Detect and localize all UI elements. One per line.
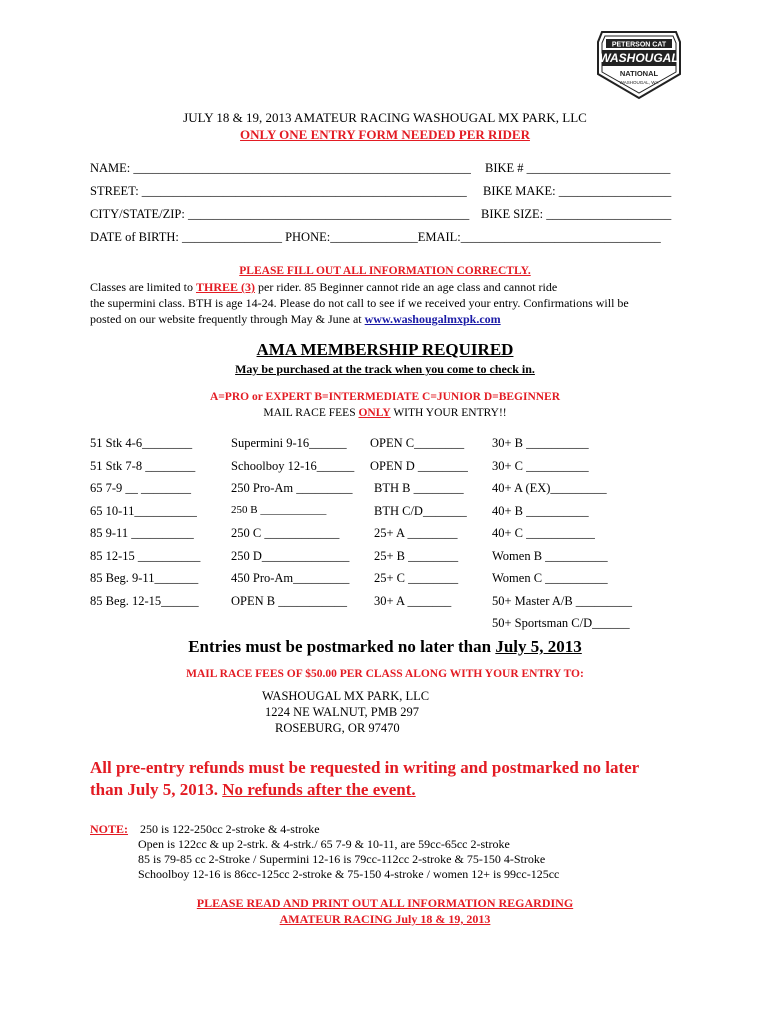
note-line-4: Schoolboy 12-16 is 86cc-125cc 2-stroke & 75-150 4-stroke / women 12+ is 99cc-125cc	[138, 867, 560, 881]
class-entry[interactable]: OPEN D ________	[370, 458, 468, 473]
bike-size-field[interactable]: BIKE SIZE: ____________________	[481, 207, 672, 221]
class-entry[interactable]: 50+ Sportsman C/D______	[492, 616, 630, 630]
footer-line-1: PLEASE READ AND PRINT OUT ALL INFORMATION REGARDING	[196, 896, 574, 910]
classes-limit-text: Classes are limited to THREE (3) per rider. 85 Beginner cannot ride an age class and cannot ride	[90, 280, 558, 294]
page-subtitle: ONLY ONE ENTRY FORM NEEDED PER RIDER	[240, 127, 530, 142]
class-entry[interactable]: 51 Stk 7-8 ________	[90, 458, 196, 473]
note-line-3: 85 is 79-85 cc 2-Stroke / Supermini 12-16 is 79cc-112cc 2-stroke & 75-150 4-Stroke	[138, 852, 546, 866]
refund-line-1: All pre-entry refunds must be requested in writing and postmarked no later	[90, 758, 640, 777]
class-entry[interactable]: 65 7-9 __ ________	[90, 481, 192, 495]
class-entry[interactable]: 85 12-15 __________	[90, 548, 201, 563]
deadline-text: Entries must be postmarked no later than July 5, 2013	[188, 637, 582, 656]
city-state-zip-field[interactable]: CITY/STATE/ZIP: _____________________________________________	[90, 207, 470, 221]
note-line-2: Open is 122cc & up 2-strk. & 4-strk./ 65 7-9 & 10-11, are 59cc-65cc 2-stroke	[138, 837, 510, 851]
three-emphasis: THREE (3)	[195, 280, 255, 294]
class-entry[interactable]: 85 Beg. 9-11_______	[90, 571, 199, 585]
logo-sub-text: NATIONAL	[619, 69, 659, 78]
info-line-3: posted on our website frequently through May & June at www.washougalmxpk.com	[90, 312, 501, 326]
class-entry[interactable]: 65 10-11__________	[90, 503, 197, 518]
class-levels: A=PRO or EXPERT B=INTERMEDIATE C=JUNIOR D=BEGINNER	[209, 391, 561, 403]
class-entry[interactable]: 30+ C __________	[492, 458, 589, 473]
class-entry[interactable]: 30+ A _______	[374, 593, 452, 608]
refund-line-2: than July 5, 2013. No refunds after the event.	[90, 780, 416, 799]
ama-heading: AMA MEMBERSHIP REQUIRED	[256, 340, 514, 359]
dob-phone-email-field[interactable]: DATE of BIRTH: ________________ PHONE:______________EMAIL:________________________________	[90, 230, 661, 244]
address-line-2: 1224 NE WALNUT, PMB 297	[265, 705, 420, 719]
logo-main-text: WASHOUGAL	[599, 51, 679, 65]
bike-number-field[interactable]: BIKE # _______________________	[485, 161, 671, 175]
bike-make-field[interactable]: BIKE MAKE: __________________	[483, 184, 672, 198]
washougal-national-logo	[596, 28, 682, 100]
ama-subheading: May be purchased at the track when you come to check in.	[235, 362, 535, 376]
class-entry[interactable]: 250 B ____________	[231, 503, 327, 516]
fees-notice: MAIL RACE FEES OF $50.00 PER CLASS ALONG WITH YOUR ENTRY TO:	[186, 668, 584, 680]
class-entry[interactable]: OPEN C________	[370, 436, 465, 450]
mail-fees-only: MAIL RACE FEES ONLY WITH YOUR ENTRY!!	[263, 407, 507, 419]
class-entry[interactable]: 450 Pro-Am_________	[231, 571, 350, 585]
class-entry[interactable]: 25+ B ________	[374, 548, 459, 563]
website-link[interactable]: www.washougalmxpk.com	[364, 312, 501, 326]
class-entry[interactable]: Women C __________	[492, 571, 608, 585]
class-entry[interactable]: 40+ A (EX)_________	[492, 481, 607, 495]
class-entry[interactable]: 85 9-11 __________	[90, 526, 194, 540]
class-entry[interactable]: 250 D______________	[231, 548, 350, 563]
class-entry[interactable]: 40+ B __________	[492, 503, 589, 518]
class-entry[interactable]: 250 C ____________	[231, 526, 340, 540]
class-entry[interactable]: Supermini 9-16______	[231, 436, 347, 450]
footer-line-2: AMATEUR RACING July 18 & 19, 2013	[279, 912, 491, 926]
class-entry[interactable]: 40+ C ___________	[492, 526, 595, 540]
address-line-3: ROSEBURG, OR 97470	[275, 721, 400, 735]
note-label: NOTE:	[90, 822, 129, 836]
class-entry[interactable]: BTH C/D_______	[374, 503, 467, 518]
logo-top-text: PETERSON CAT	[611, 41, 667, 49]
class-entry[interactable]: Schoolboy 12-16______	[231, 458, 355, 473]
class-entry[interactable]: OPEN B ___________	[231, 593, 347, 608]
class-entry[interactable]: 25+ A ________	[374, 526, 458, 540]
address-line-1: WASHOUGAL MX PARK, LLC	[262, 689, 430, 703]
info-line-2: the supermini class. BTH is age 14-24. Please do not call to see if we received your entry. Confirmations will be	[90, 296, 629, 310]
name-field[interactable]: NAME: ______________________________________________________	[90, 161, 471, 175]
logo-small-text: WASHOUGAL, WA	[619, 80, 659, 85]
class-entry[interactable]: BTH B ________	[374, 481, 464, 495]
fill-out-notice: PLEASE FILL OUT ALL INFORMATION CORRECTLY.	[239, 265, 531, 277]
note-line-1: 250 is 122-250cc 2-stroke & 4-stroke	[140, 822, 320, 836]
class-entry[interactable]: 50+ Master A/B _________	[492, 593, 633, 608]
class-entry[interactable]: Women B __________	[492, 548, 608, 563]
class-entry[interactable]: 250 Pro-Am _________	[231, 481, 353, 495]
class-entry[interactable]: 85 Beg. 12-15______	[90, 593, 199, 608]
page-title: JULY 18 & 19, 2013 AMATEUR RACING WASHOUGAL MX PARK, LLC	[183, 110, 587, 125]
class-entry[interactable]: 51 Stk 4-6________	[90, 436, 193, 450]
class-entry[interactable]: 30+ B __________	[492, 436, 589, 450]
deadline-date: July 5, 2013	[495, 637, 582, 656]
street-field[interactable]: STREET: ____________________________________________________	[90, 184, 467, 198]
class-entry[interactable]: 25+ C ________	[374, 571, 459, 585]
